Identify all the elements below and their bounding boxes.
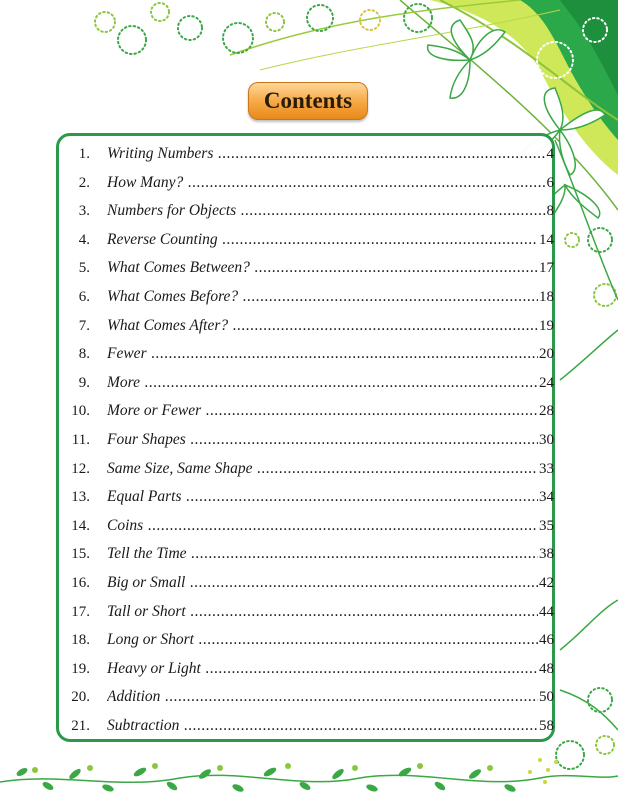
toc-entry-title: What Comes Between? ..... [107,259,538,277]
toc-entry-page: 38 [539,546,554,563]
toc-entry-page: 35 [539,517,554,534]
toc-entry-page: 18 [539,289,554,305]
toc-entry-number: 5. [78,260,90,277]
toc-entry[interactable] [60,488,554,510]
toc-entry-title: Long or Short ..... [107,631,538,649]
toc-entry-title: Four Shapes ..... [107,431,538,449]
toc-entry-page: 8 [546,203,554,220]
toc-entry-page: 4 [546,146,554,162]
toc-entry-title: How Many? ..... [107,174,546,192]
toc-entry-title: Big or Small ..... [107,574,538,592]
toc-entry-number: 21. [71,718,90,734]
toc-entry-page: 34 [539,489,554,506]
toc-entry[interactable] [60,431,554,453]
toc-entry-number: 18. [71,632,90,649]
toc-entry[interactable] [60,545,554,567]
toc-entry[interactable] [60,145,554,167]
toc-entry[interactable] [60,317,554,339]
toc-entry-number: 14. [71,517,90,534]
toc-entry-title: Fewer ..... [107,345,538,363]
toc-entry-number: 10. [71,403,90,420]
toc-entry-number: 11. [71,432,90,448]
toc-entry[interactable] [60,231,554,253]
toc-entry-number: 12. [71,460,90,477]
toc-entry-number: 19. [71,660,90,677]
toc-entry-page: 28 [539,403,554,420]
toc-entry-number: 3. [78,203,90,220]
toc-entry[interactable] [60,631,554,653]
toc-entry-page: 14 [539,231,554,248]
toc-entry-number: 2. [78,174,90,191]
toc-entry[interactable] [60,345,554,367]
toc-entry-title: What Comes Before? ..... [107,288,538,306]
toc-entry-page: 58 [539,718,554,734]
toc-entry-page: 19 [539,317,554,334]
toc-entry-number: 13. [71,489,90,506]
toc-entry[interactable] [60,717,554,739]
toc-entry-number: 4. [78,231,90,248]
toc-entry-page: 42 [539,575,554,591]
toc-entry[interactable] [60,574,554,596]
toc-entry-title: More ..... [107,374,538,392]
toc-entry[interactable] [60,517,554,539]
contents-title-badge [248,82,368,120]
toc-entry-title: What Comes After? ..... [107,317,538,335]
toc-entry-title: Numbers for Objects ..... [107,202,546,220]
toc-entry-page: 6 [546,174,554,191]
toc-entry-number: 8. [78,346,90,363]
toc-entry-number: 6. [78,289,90,305]
toc-entry[interactable] [60,688,554,710]
toc-entry-number: 16. [71,575,90,591]
toc-entry-title: Addition ..... [107,688,538,706]
toc-entry[interactable] [60,460,554,482]
toc-entry-number: 1. [78,146,90,162]
toc-entry[interactable] [60,174,554,196]
toc-entry-page: 30 [539,432,554,448]
toc-entry-title: Heavy or Light ..... [107,660,538,678]
toc-entry-title: More or Fewer ..... [107,402,538,420]
toc-entry-page: 20 [539,346,554,363]
toc-entry-page: 48 [539,660,554,677]
toc-entry[interactable] [60,660,554,682]
toc-entry-page: 24 [539,374,554,391]
toc-entry[interactable] [60,402,554,424]
toc-entry-title: Tall or Short ..... [107,603,538,621]
toc-entry[interactable] [60,288,554,310]
vine-decoration [555,140,618,730]
toc-entry-title: Coins ..... [107,517,538,535]
toc-entry-number: 9. [78,374,90,391]
toc-entry-title: Writing Numbers ..... [107,145,546,163]
toc-entry-title: Reverse Counting ..... [107,231,538,249]
toc-entry-page: 46 [539,632,554,649]
toc-entry-number: 15. [71,546,90,563]
toc-entry-page: 50 [539,689,554,706]
toc-entry[interactable] [60,374,554,396]
toc-entry-page: 33 [539,460,554,477]
toc-entry-title: Same Size, Same Shape ..... [107,460,538,478]
toc-entry-number: 17. [71,603,90,620]
toc-entry-title: Tell the Time ..... [107,545,538,563]
leaf-vine-border-icon [0,758,618,793]
toc-entry-number: 20. [71,689,90,706]
toc-entry-number: 7. [78,317,90,334]
toc-entry[interactable] [60,603,554,625]
toc-entry-title: Subtraction ..... [107,717,538,735]
toc-entry-page: 44 [539,603,554,620]
toc-entry-page: 17 [539,260,554,277]
toc-entry[interactable] [60,259,554,281]
toc-entry[interactable] [60,202,554,224]
page-title: Contents [263,88,353,113]
toc-entry-title: Equal Parts ..... [107,488,538,506]
